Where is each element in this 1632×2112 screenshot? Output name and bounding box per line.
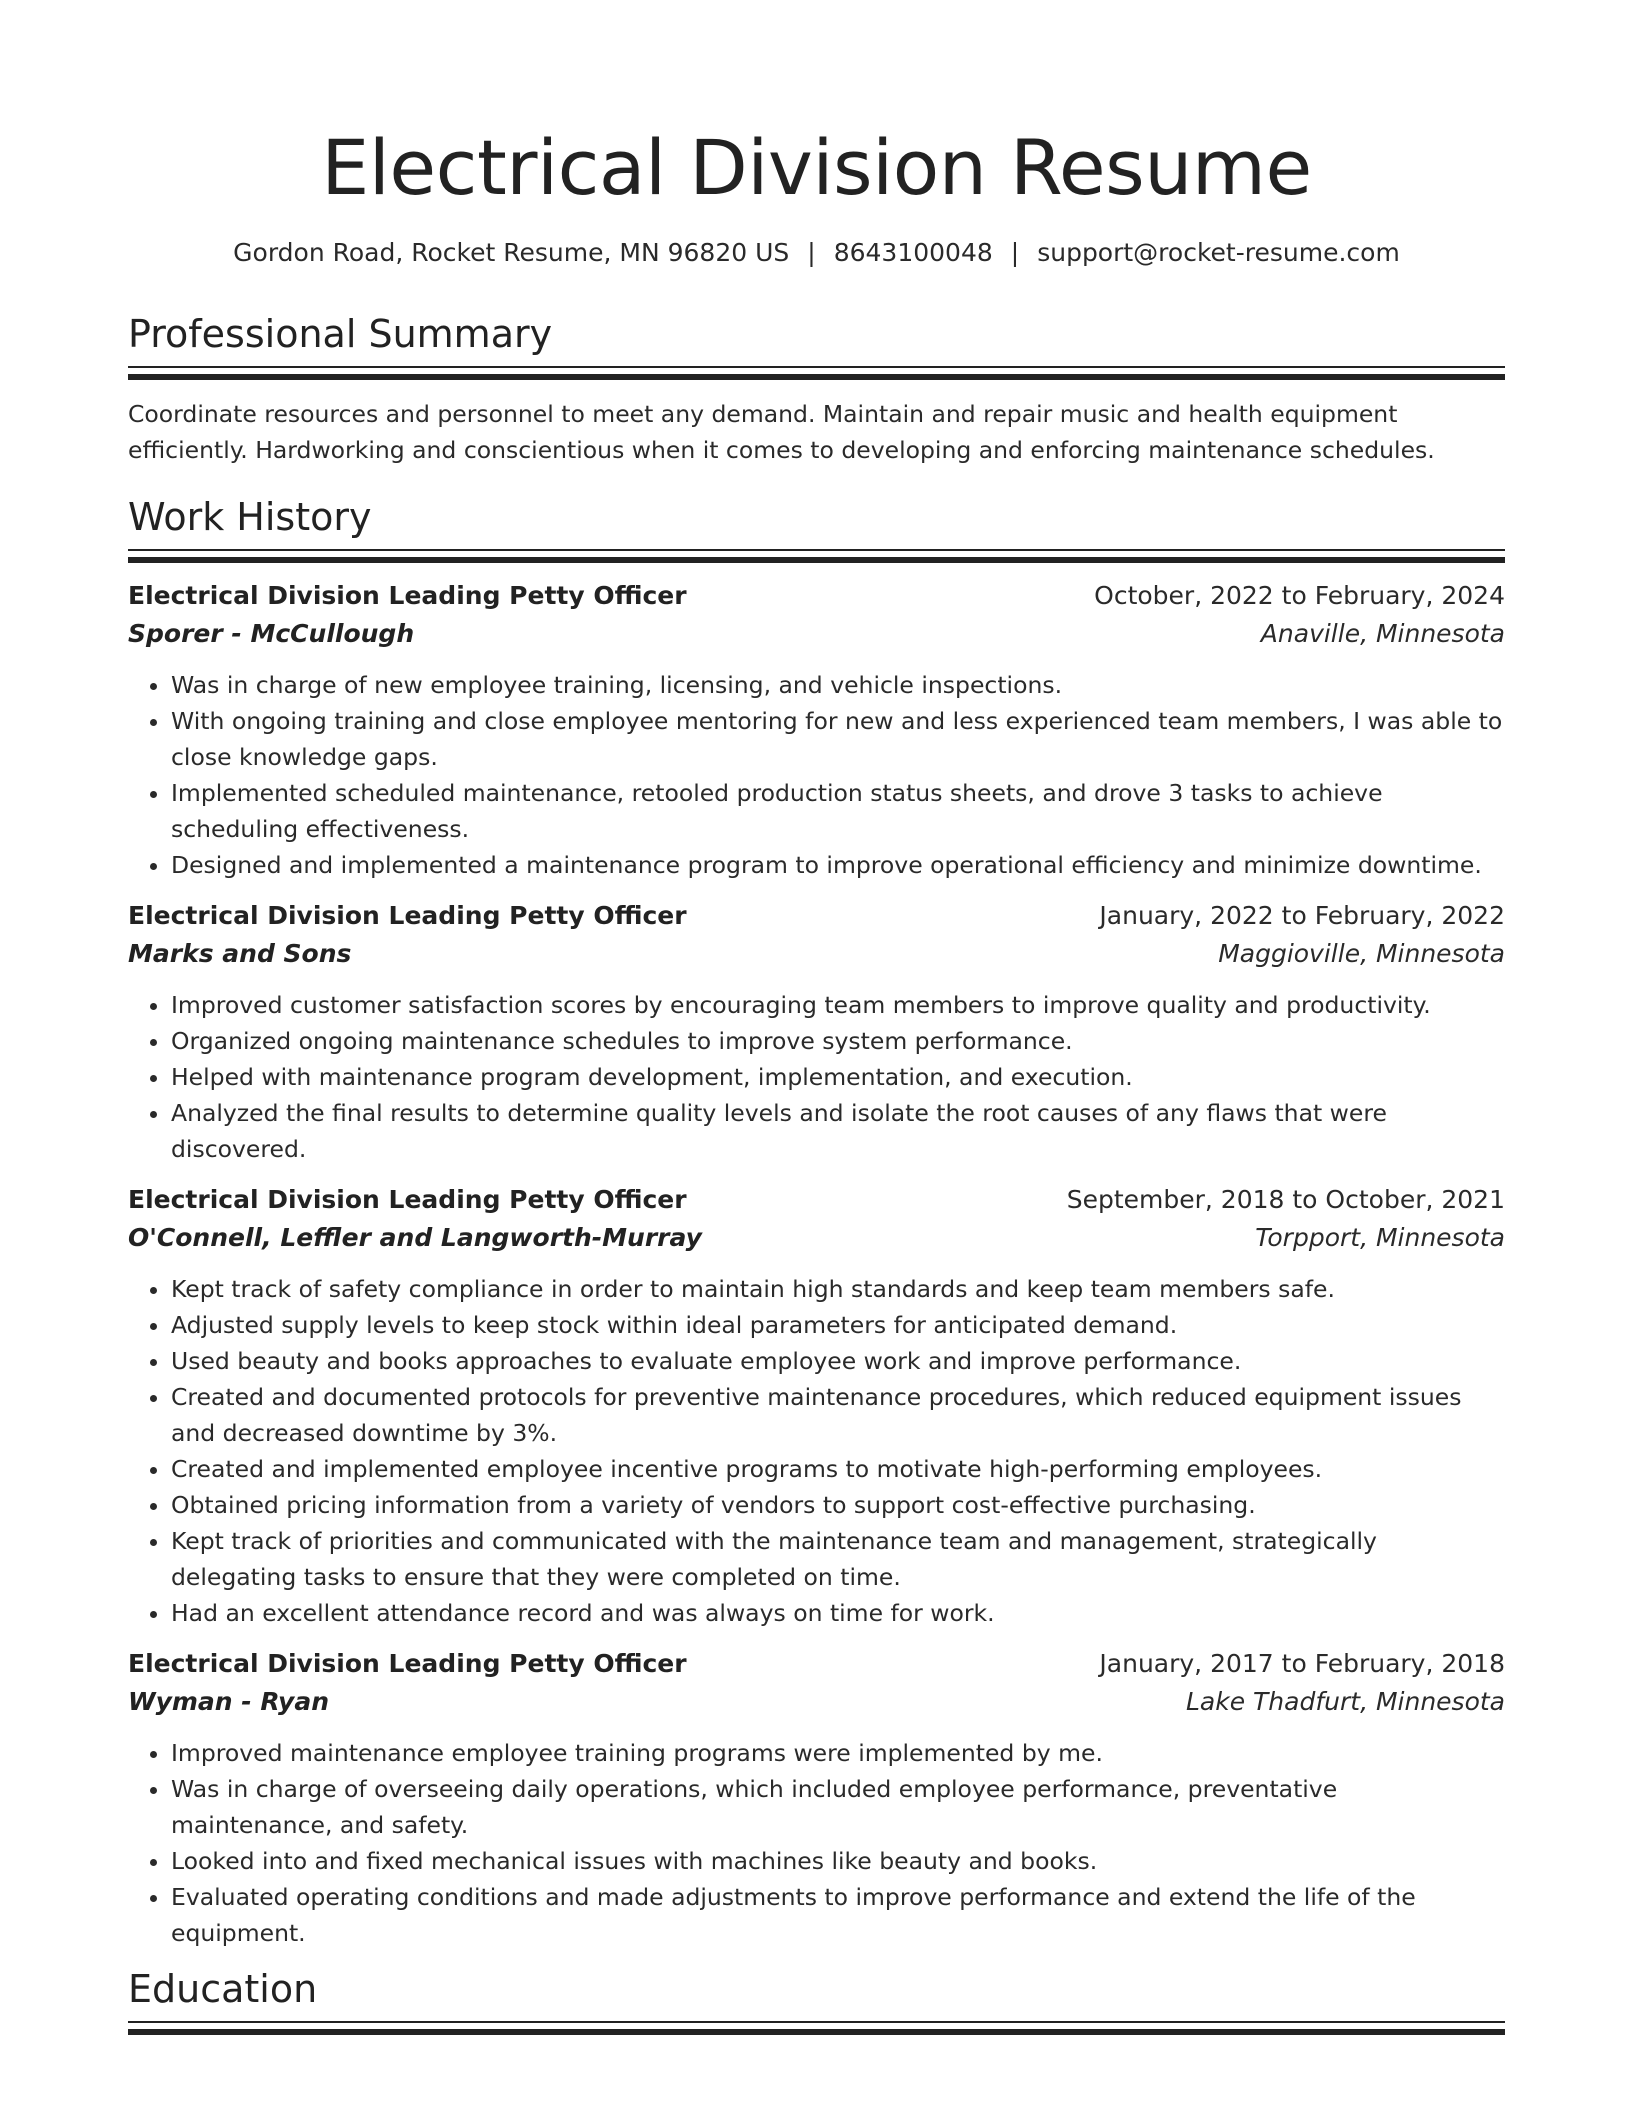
section-title-work-history: Work History xyxy=(128,495,372,539)
job-bullet: • Improved maintenance employee training programs were implemented by me. xyxy=(171,1735,1505,1771)
job-bullet: • Helped with maintenance program development, implementation, and execution. xyxy=(171,1059,1505,1095)
job-bullet: • Kept track of priorities and communicated with the maintenance team and management, strategically delegating tasks to ensure that they were completed on time. xyxy=(171,1523,1505,1595)
job-dates: January, 2022 to February, 2022 xyxy=(1099,901,1505,930)
job-bullet: • Analyzed the final results to determine quality levels and isolate the root causes of any flaws that were discovered. xyxy=(171,1095,1505,1167)
job-bullets xyxy=(128,1271,1505,1631)
section-title-education: Education xyxy=(128,1967,318,2011)
job-title: Electrical Division Leading Petty Officer xyxy=(128,1185,687,1214)
contact-line xyxy=(128,236,1505,270)
job-entry xyxy=(128,1181,1505,1631)
job-bullet: • Organized ongoing maintenance schedules to improve system performance. xyxy=(171,1023,1505,1059)
job-bullet: • Was in charge of overseeing daily operations, which included employee performance, preventative maintenance, and safety. xyxy=(171,1771,1505,1843)
job-title: Electrical Division Leading Petty Officer xyxy=(128,581,687,610)
job-location: Maggioville, Minnesota xyxy=(1218,939,1505,968)
contact-phone: 8643100048 xyxy=(833,238,993,267)
job-bullet: • Created and documented protocols for preventive maintenance procedures, which reduced equipment issues and decreased downtime by 3%. xyxy=(171,1379,1505,1451)
job-bullet: • Designed and implemented a maintenance program to improve operational efficiency and minimize downtime. xyxy=(171,847,1505,883)
resume-title: Electrical Division Resume xyxy=(321,123,1312,212)
job-bullet: • Looked into and fixed mechanical issues with machines like beauty and books. xyxy=(171,1843,1505,1879)
contact-email: support@rocket-resume.com xyxy=(1037,238,1400,267)
job-entry xyxy=(128,577,1505,883)
contact-address: Gordon Road, Rocket Resume, MN 96820 US xyxy=(233,238,790,267)
job-company: Wyman - Ryan xyxy=(128,1687,329,1716)
job-dates: September, 2018 to October, 2021 xyxy=(1066,1185,1505,1214)
job-bullet: • Implemented scheduled maintenance, retooled production status sheets, and drove 3 tasks to achieve scheduling effectiveness. xyxy=(171,775,1505,847)
job-dates: October, 2022 to February, 2024 xyxy=(1094,581,1505,610)
job-subheader xyxy=(128,935,1505,973)
job-bullet: • Improved customer satisfaction scores by encouraging team members to improve quality and productivity. xyxy=(171,987,1505,1023)
professional-summary-section xyxy=(128,310,1505,468)
job-header xyxy=(128,1181,1505,1219)
job-header xyxy=(128,577,1505,615)
job-bullet: • Adjusted supply levels to keep stock within ideal parameters for anticipated demand. xyxy=(171,1307,1505,1343)
job-bullet: • Obtained pricing information from a variety of vendors to support cost-effective purchasing. xyxy=(171,1487,1505,1523)
section-title-professional-summary: Professional Summary xyxy=(128,312,553,356)
education-section xyxy=(128,1965,1505,2035)
job-location: Lake Thadfurt, Minnesota xyxy=(1185,1687,1505,1716)
job-bullet: • With ongoing training and close employee mentoring for new and less experienced team members, I was able to close knowledge gaps. xyxy=(171,703,1505,775)
section-divider xyxy=(128,549,1505,563)
job-bullet: • Used beauty and books approaches to evaluate employee work and improve performance. xyxy=(171,1343,1505,1379)
summary-text: Coordinate resources and personnel to meet any demand. Maintain and repair music and health equipment efficiently. Hardworking and conscientious when it comes to developing and enforcing maintenance schedules. xyxy=(128,400,1435,464)
job-subheader xyxy=(128,1219,1505,1257)
job-bullets xyxy=(128,667,1505,883)
contact-separator: | xyxy=(807,238,816,267)
section-divider xyxy=(128,2021,1505,2035)
job-bullet: • Kept track of safety compliance in order to maintain high standards and keep team members safe. xyxy=(171,1271,1505,1307)
job-header xyxy=(128,897,1505,935)
jobs-list xyxy=(128,577,1505,1951)
job-location: Anaville, Minnesota xyxy=(1260,619,1505,648)
job-bullets xyxy=(128,987,1505,1167)
job-bullet: • Had an excellent attendance record and was always on time for work. xyxy=(171,1595,1505,1631)
job-header xyxy=(128,1645,1505,1683)
job-company: Marks and Sons xyxy=(128,939,352,968)
section-divider xyxy=(128,366,1505,380)
job-bullet: • Evaluated operating conditions and made adjustments to improve performance and extend the life of the equipment. xyxy=(171,1879,1505,1951)
job-dates: January, 2017 to February, 2018 xyxy=(1099,1649,1505,1678)
job-entry xyxy=(128,1645,1505,1951)
job-subheader xyxy=(128,615,1505,653)
job-bullet: • Created and implemented employee incentive programs to motivate high-performing employees. xyxy=(171,1451,1505,1487)
job-company: O'Connell, Leffler and Langworth-Murray xyxy=(128,1223,702,1252)
job-entry xyxy=(128,897,1505,1167)
job-location: Torpport, Minnesota xyxy=(1255,1223,1505,1252)
job-company: Sporer - McCullough xyxy=(128,619,415,648)
job-subheader xyxy=(128,1683,1505,1721)
contact-separator: | xyxy=(1010,238,1020,267)
work-history-section xyxy=(128,493,1505,1951)
job-title: Electrical Division Leading Petty Officer xyxy=(128,1649,687,1678)
job-bullet: • Was in charge of new employee training, licensing, and vehicle inspections. xyxy=(171,667,1505,703)
job-bullets xyxy=(128,1735,1505,1951)
job-title: Electrical Division Leading Petty Officer xyxy=(128,901,687,930)
